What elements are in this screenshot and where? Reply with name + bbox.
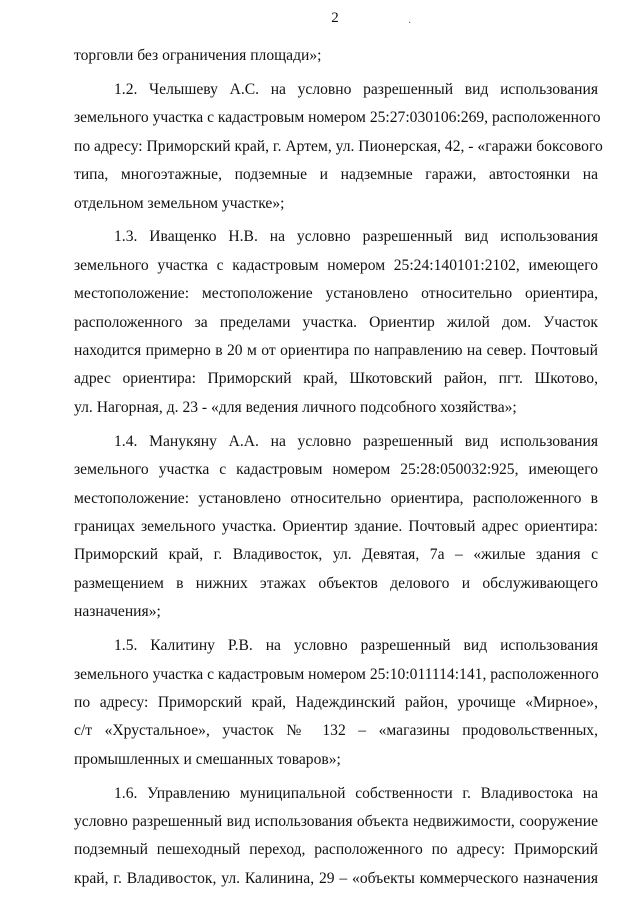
- paragraph: [74, 428, 598, 627]
- text-line: по адресу: Приморский край, г. Артем, ул. Пионерская, 42, - «гаражи боксового: [74, 137, 603, 155]
- text-line: земельного участка с кадастровым номером 25:24:140101:2102, имеющего: [74, 256, 598, 274]
- paragraph: [74, 223, 598, 422]
- text-line: 1.4. Манукяну А.А. на условно разрешенный вид использования: [114, 432, 598, 450]
- text-line: размещением в нижних этажах объектов делового и обслуживающего: [74, 574, 598, 592]
- text-line: торговли без ограничения площади»;: [74, 47, 322, 64]
- text-line: земельного участка с кадастровым номером 25:27:030106:269, расположенного: [74, 109, 601, 127]
- text-line: край, г. Владивосток, ул. Калинина, 29 – «объекты коммерческого назначения: [74, 869, 598, 887]
- text-line: промышленных и смешанных товаров»;: [74, 750, 341, 768]
- page-number: 2: [331, 10, 339, 26]
- text-line: подземный пешеходный переход, расположенного по адресу: Приморский: [74, 841, 598, 859]
- scan-speck: ·: [408, 18, 412, 29]
- text-line: с/т «Хрустальное», участок № 132 – «магазины продовольственных,: [74, 722, 598, 740]
- text-line: 1.2. Челышеву А.С. на условно разрешенный вид использования: [114, 80, 598, 98]
- paragraph: [74, 632, 598, 774]
- text-line: местоположение: установлено относительно ориентира, расположенного в: [74, 489, 598, 507]
- paragraph: [74, 780, 598, 894]
- text-line: границах земельного участка. Ориентир здание. Почтовый адрес ориентира:: [74, 518, 598, 535]
- text-line: типа, многоэтажные, подземные и надземные гаражи, автостоянки на: [74, 166, 598, 184]
- text-line: 1.6. Управлению муниципальной собственности г. Владивостока на: [114, 784, 598, 802]
- text-line: назначения»;: [74, 603, 161, 621]
- text-line: расположенного за пределами участка. Ориентир жилой дом. Участок: [74, 313, 598, 331]
- text-line: земельного участка с кадастровым номером 25:10:011114:141, расположенного: [74, 665, 599, 683]
- text-line: находится примерно в 20 м от ориентира по направлению на север. Почтовый: [74, 342, 598, 360]
- text-line: ул. Нагорная, д. 23 - «для ведения личного подсобного хозяйства»;: [74, 398, 517, 416]
- text-line: земельного участка с кадастровым номером 25:28:050032:925, имеющего: [74, 461, 598, 479]
- document-body: [74, 42, 603, 893]
- text-line: адрес ориентира: Приморский край, Шкотовский район, пгт. Шкотово,: [74, 370, 598, 388]
- text-line: Приморский край, г. Владивосток, ул. Девятая, 7а – «жилые здания с: [74, 546, 598, 564]
- text-line: условно разрешенный вид использования объекта недвижимости, сооружение: [74, 813, 598, 831]
- paragraph: [74, 42, 598, 70]
- text-line: местоположение: местоположение установлено относительно ориентира,: [74, 285, 598, 303]
- paragraph: [74, 76, 603, 218]
- text-line: по адресу: Приморский край, Надеждинский район, урочище «Мирное»,: [74, 693, 598, 711]
- text-line: 1.3. Иващенко Н.В. на условно разрешенный вид использования: [114, 228, 598, 246]
- text-line: отдельном земельном участке»;: [74, 194, 285, 212]
- text-line: 1.5. Калитину Р.В. на условно разрешенный вид использования: [114, 637, 598, 655]
